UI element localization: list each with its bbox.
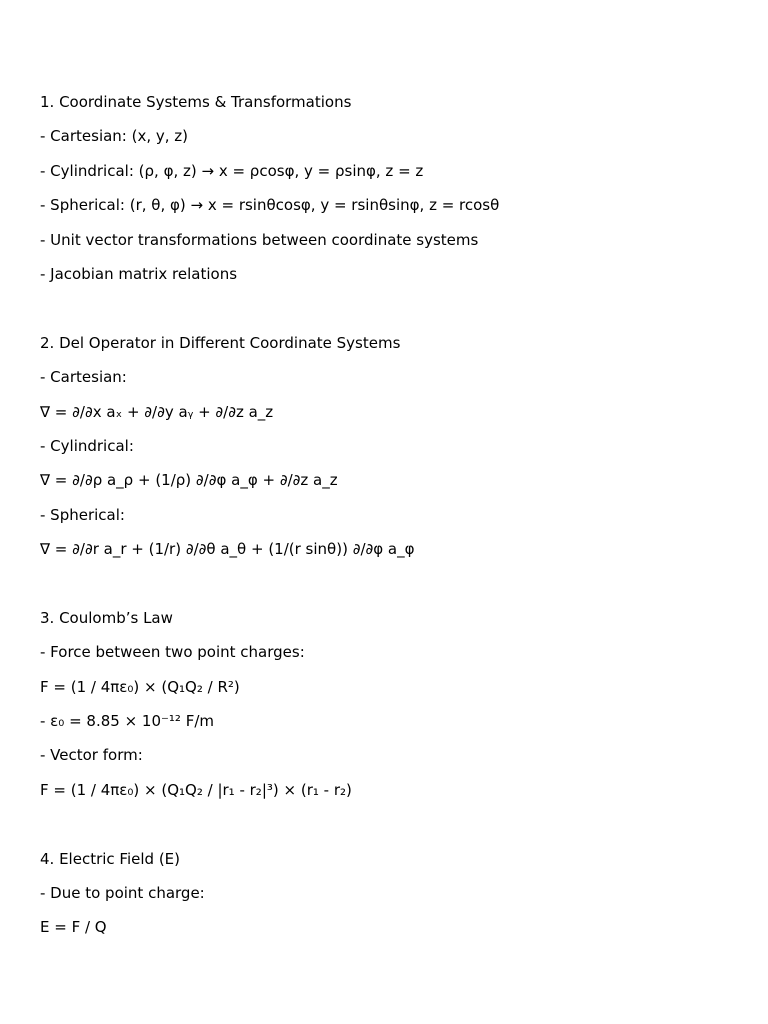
text-line: - Cylindrical: xyxy=(40,436,134,455)
section-spacer xyxy=(40,814,728,848)
text-line: - Due to point charge: xyxy=(40,883,205,902)
text-line: - Cartesian: (x, y, z) xyxy=(40,127,189,146)
section-heading-coulombs-law: 3. Coulomb’s Law xyxy=(40,608,173,627)
formula-line: ∇ = ∂/∂r a_r + (1/r) ∂/∂θ a_θ + (1/(r sinθ)) ∂/∂φ a_φ xyxy=(40,540,415,559)
text-line: - Vector form: xyxy=(40,746,143,765)
text-line: - Force between two point charges: xyxy=(40,643,305,662)
formula-line: F = (1 / 4πε₀) × (Q₁Q₂ / R²) xyxy=(40,677,240,696)
formula-line: ∇ = ∂/∂ρ a_ρ + (1/ρ) ∂/∂φ a_φ + ∂/∂z a_z xyxy=(40,471,338,490)
section-spacer xyxy=(40,298,728,332)
text-line: - Unit vector transformations between coordinate systems xyxy=(40,230,479,249)
text-line: - Cartesian: xyxy=(40,368,127,387)
formula-line: F = (1 / 4πε₀) × (Q₁Q₂ / |r₁ - r₂|³) × (r₁ - r₂) xyxy=(40,780,352,799)
section-heading-coordinate-systems: 1. Coordinate Systems & Transformations xyxy=(40,93,352,111)
formula-line: E = F / Q xyxy=(40,918,107,937)
text-line: - ε₀ = 8.85 × 10⁻¹² F/m xyxy=(40,712,215,731)
section-heading-del-operator: 2. Del Operator in Different Coordinate Systems xyxy=(40,333,401,352)
text-line: - Spherical: xyxy=(40,505,125,524)
section-heading-electric-field: 4. Electric Field (E) xyxy=(40,849,181,868)
formula-line: ∇ = ∂/∂x aₓ + ∂/∂y aᵧ + ∂/∂z a_z xyxy=(40,402,274,421)
text-line: - Jacobian matrix relations xyxy=(40,264,238,283)
section-spacer xyxy=(40,573,728,607)
text-line: - Cylindrical: (ρ, φ, z) → x = ρcosφ, y = ρsinφ, z = z xyxy=(40,161,424,180)
text-line: - Spherical: (r, θ, φ) → x = rsinθcosφ, y = rsinθsinφ, z = rcosθ xyxy=(40,196,500,215)
